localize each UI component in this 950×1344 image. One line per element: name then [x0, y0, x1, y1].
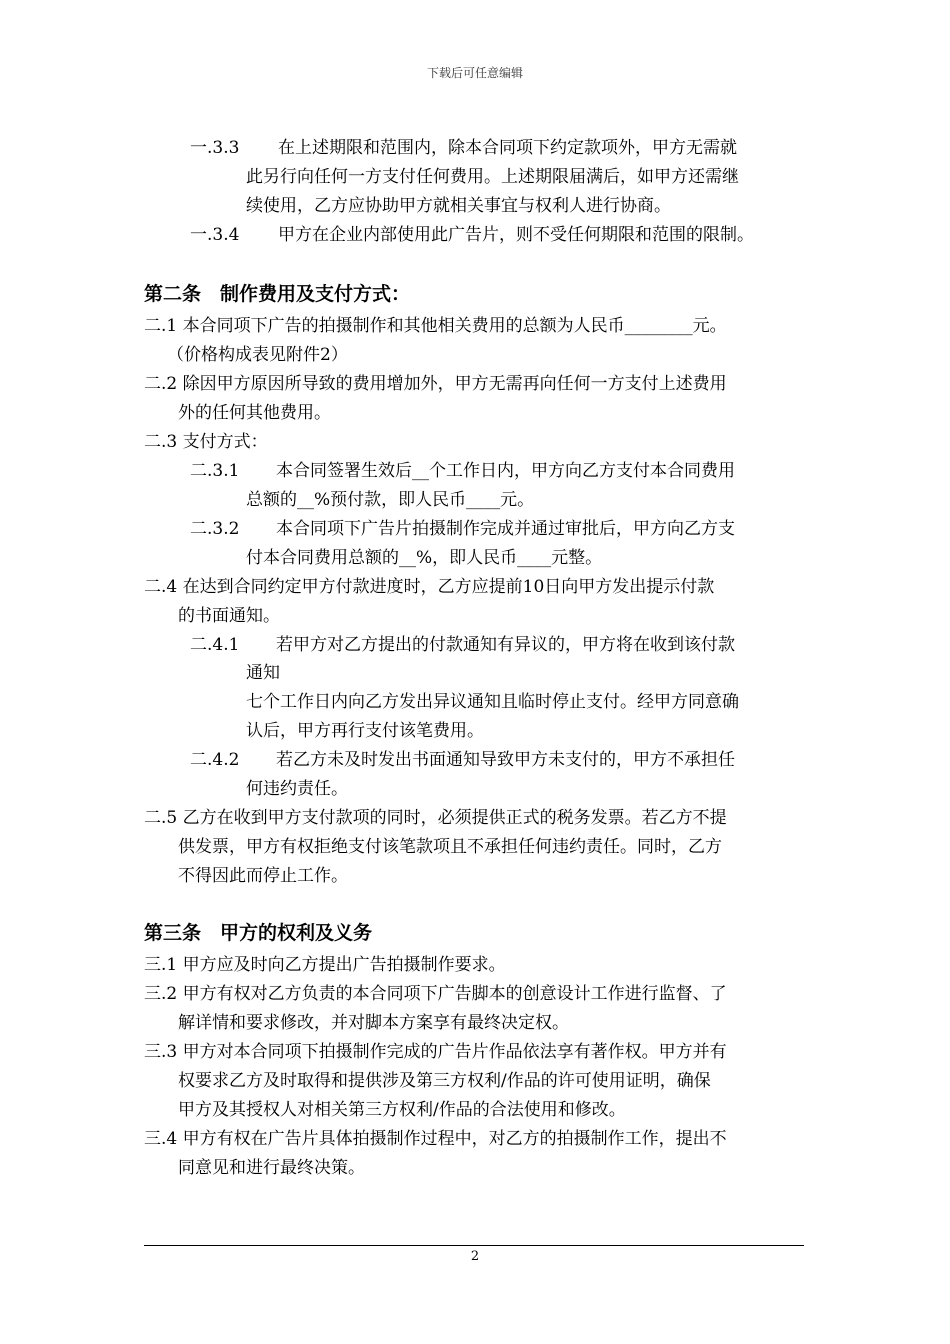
- clause-1-3-3: 一.3.3 在上述期限和范围内，除本合同项下约定款项外，甲方无需就: [190, 138, 737, 158]
- clause-line: 外的任何其他费用。: [178, 403, 331, 423]
- clause-3-2: 三.2 甲方有权对乙方负责的本合同项下广告脚本的创意设计工作进行监督、了: [144, 984, 727, 1004]
- clause-2-4-2: 二.4.2 若乙方未及时发出书面通知导致甲方未支付的，甲方不承担任: [190, 750, 735, 770]
- article-2-heading: 第二条 制作费用及支付方式：: [144, 283, 411, 305]
- clause-2-4: 二.4 在达到合同约定甲方付款进度时，乙方应提前10日向甲方发出提示付款: [144, 577, 715, 597]
- page-header: 下载后可任意编辑: [426, 66, 523, 80]
- footer-divider: [144, 1245, 804, 1246]
- clause-line: 权要求乙方及时取得和提供涉及第三方权利/作品的许可使用证明，确保: [178, 1071, 711, 1091]
- clause-line: 付本合同费用总额的__%，即人民币____元整。: [246, 548, 603, 568]
- clause-line: 的书面通知。: [178, 606, 280, 626]
- clause-line: 解详情和要求修改，并对脚本方案享有最终决定权。: [178, 1013, 569, 1033]
- clause-line: 供发票，甲方有权拒绝支付该笔款项且不承担任何违约责任。同时，乙方: [178, 837, 722, 857]
- clause-2-1: 二.1 本合同项下广告的拍摄制作和其他相关费用的总额为人民币________元。: [144, 316, 727, 336]
- clause-2-3-1: 二.3.1 本合同签署生效后__个工作日内，甲方向乙方支付本合同费用: [190, 461, 735, 481]
- page-number: 2: [470, 1249, 480, 1264]
- clause-3-3: 三.3 甲方对本合同项下拍摄制作完成的广告片作品依法享有著作权。甲方并有: [144, 1042, 727, 1062]
- clause-line: 同意见和进行最终决策。: [178, 1158, 365, 1178]
- clause-2-3-2: 二.3.2 本合同项下广告片拍摄制作完成并通过审批后，甲方向乙方支: [190, 519, 735, 539]
- clause-line: 不得因此而停止工作。: [178, 866, 348, 886]
- clause-line: （价格构成表见附件2）: [167, 345, 348, 365]
- clause-line: 七个工作日内向乙方发出异议通知且临时停止支付。经甲方同意确: [246, 692, 739, 712]
- clause-line: 认后，甲方再行支付该笔费用。: [246, 721, 484, 741]
- clause-2-2: 二.2 除因甲方原因所导致的费用增加外，甲方无需再向任何一方支付上述费用: [144, 374, 727, 394]
- clause-line: 何违约责任。: [246, 779, 348, 799]
- article-3-heading: 第三条 甲方的权利及义务: [144, 922, 373, 944]
- clause-3-4: 三.4 甲方有权在广告片具体拍摄制作过程中，对乙方的拍摄制作工作，提出不: [144, 1129, 727, 1149]
- clause-line: 此另行向任何一方支付任何费用。上述期限届满后，如甲方还需继: [246, 167, 739, 187]
- clause-1-3-4: 一.3.4 甲方在企业内部使用此广告片，则不受任何期限和范围的限制。: [190, 225, 754, 245]
- clause-line: 总额的__%预付款，即人民币____元。: [246, 490, 535, 510]
- clause-line: 通知: [246, 663, 280, 683]
- clause-line: 甲方及其授权人对相关第三方权利/作品的合法使用和修改。: [178, 1100, 626, 1120]
- clause-3-1: 三.1 甲方应及时向乙方提出广告拍摄制作要求。: [144, 955, 506, 975]
- clause-line: 续使用，乙方应协助甲方就相关事宜与权利人进行协商。: [246, 196, 671, 216]
- clause-2-4-1: 二.4.1 若甲方对乙方提出的付款通知有异议的，甲方将在收到该付款: [190, 635, 735, 655]
- clause-2-3: 二.3 支付方式：: [144, 432, 268, 452]
- clause-2-5: 二.5 乙方在收到甲方支付款项的同时，必须提供正式的税务发票。若乙方不提: [144, 808, 727, 828]
